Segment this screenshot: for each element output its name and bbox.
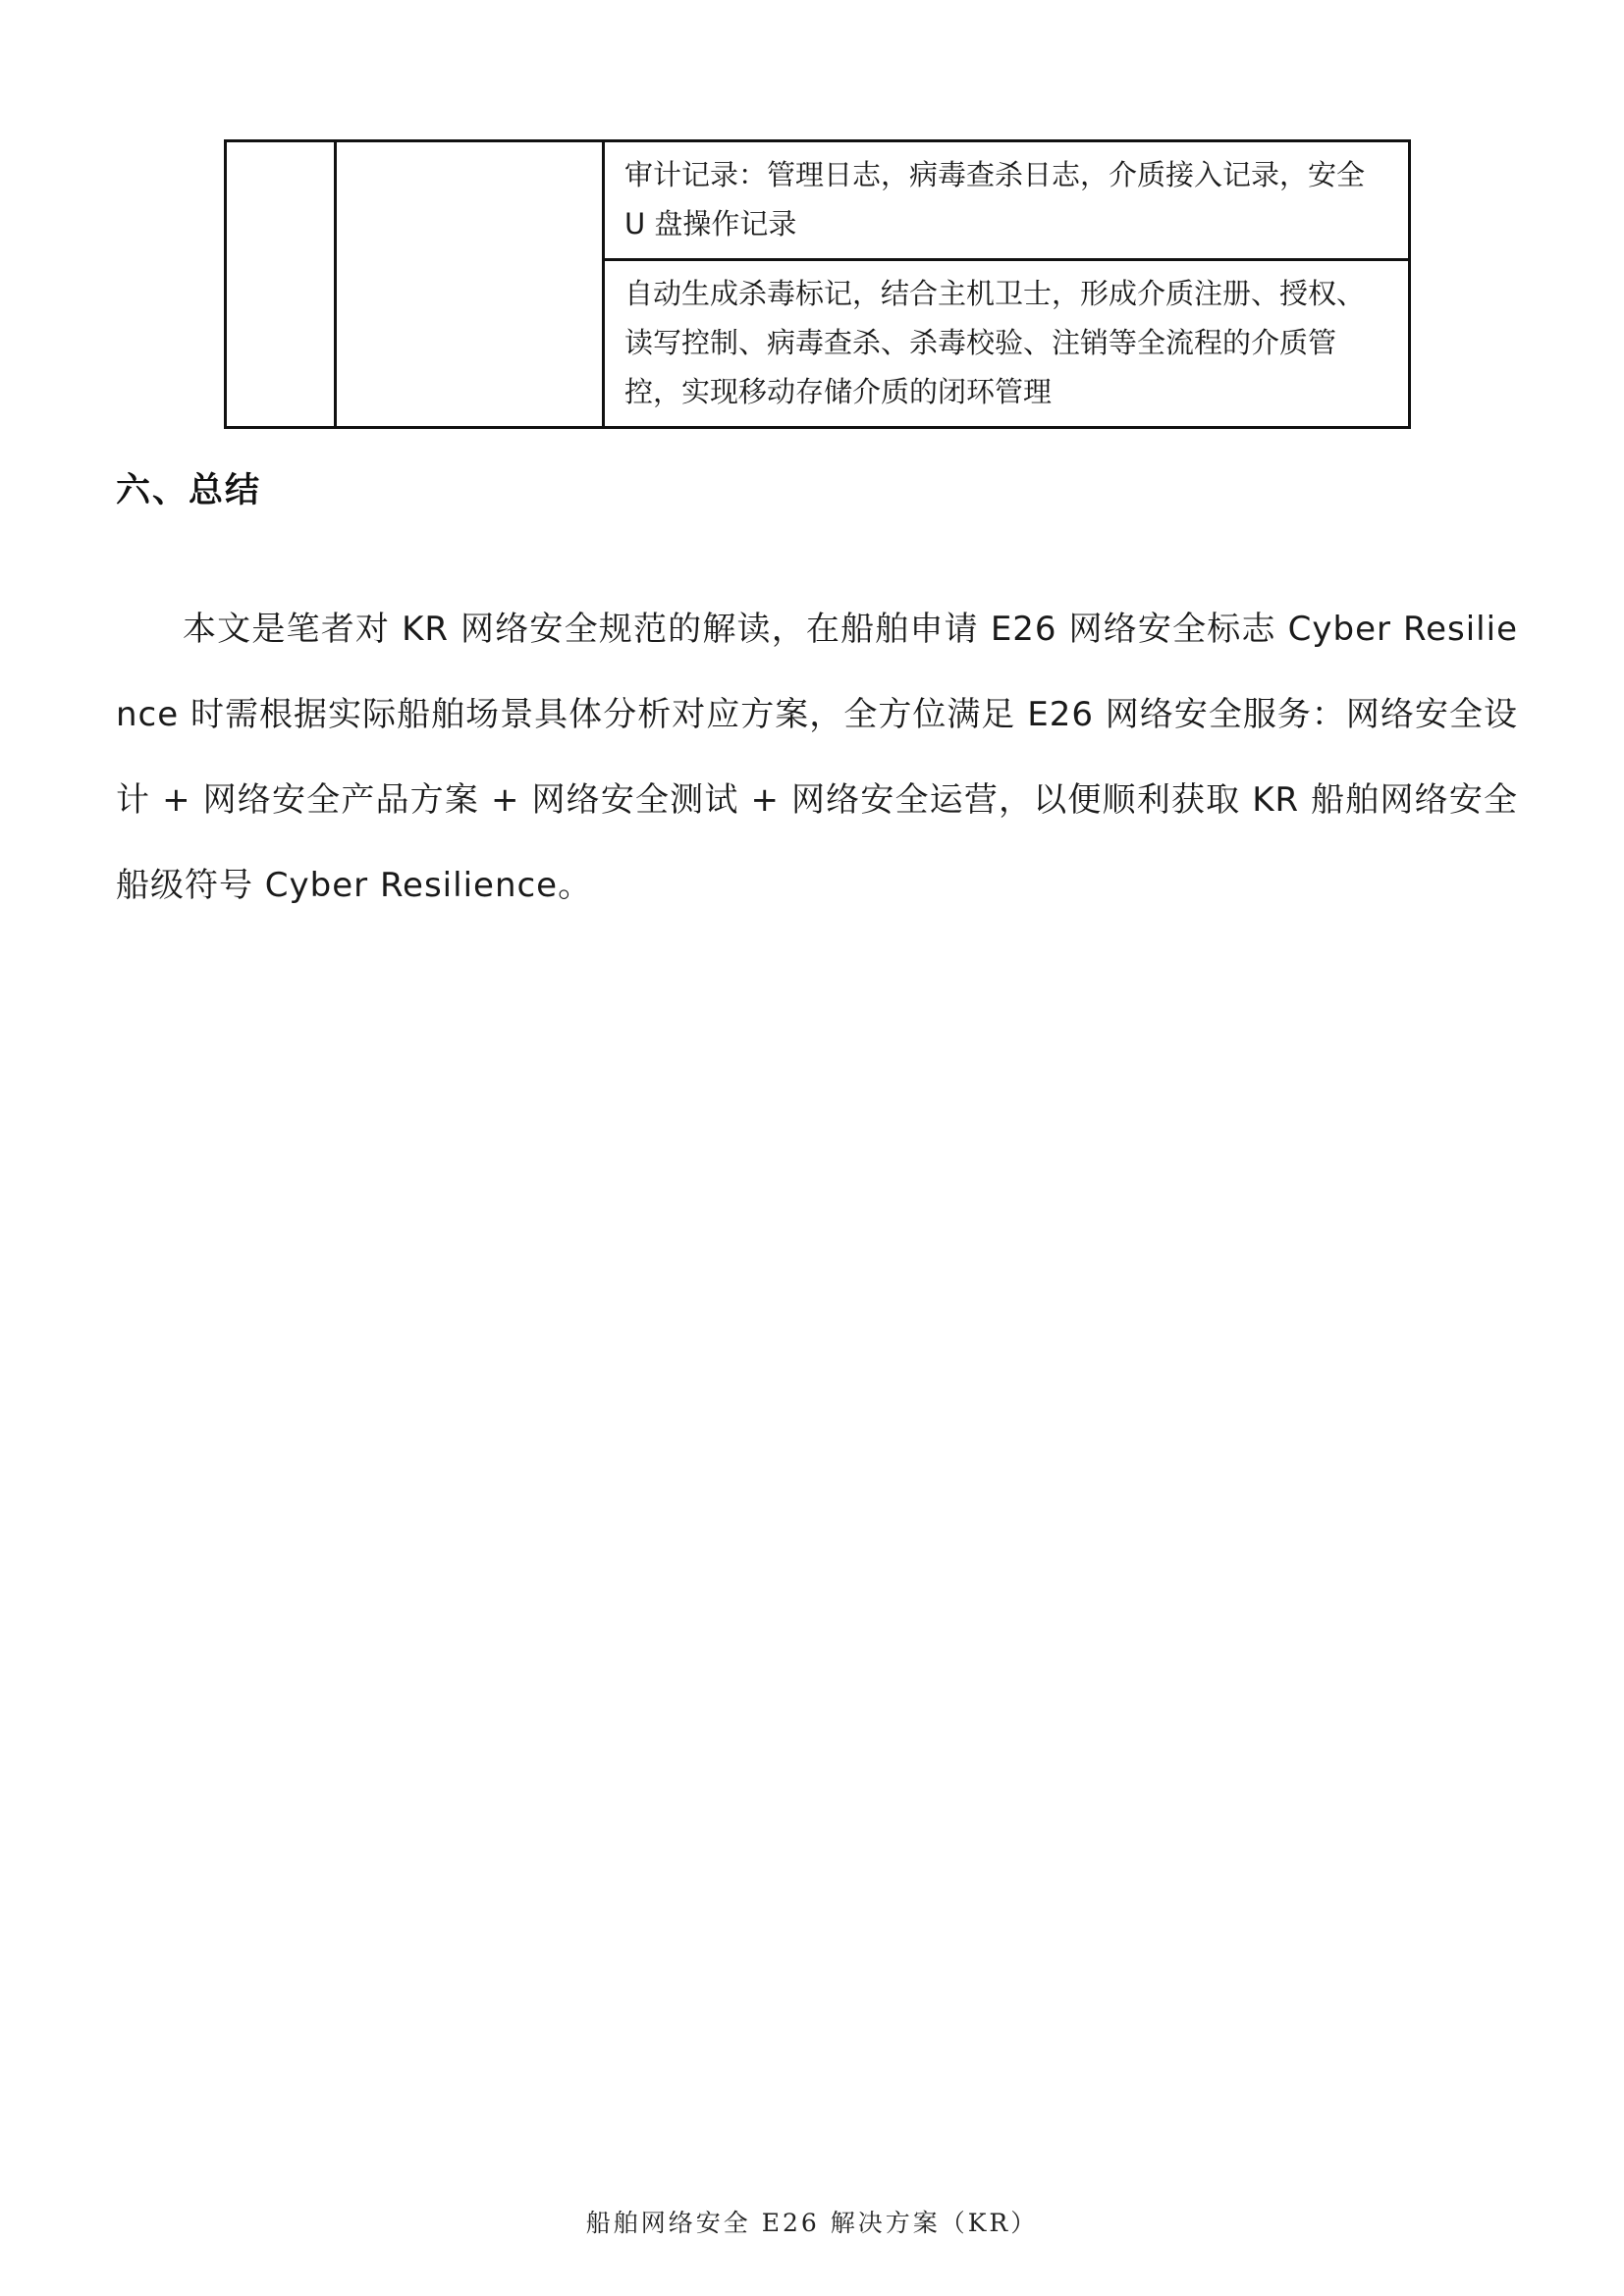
solution-table [224, 139, 1411, 429]
table-cell-item [336, 141, 604, 428]
table-cell-description [603, 260, 1409, 428]
cell-text [227, 142, 334, 160]
media-control-text: 自动生成杀毒标记，结合主机卫士，形成介质注册、授权、读写控制、病毒查杀、杀毒校验、注销等全流程的介质管控，实现移动存储介质的闭环管理 [623, 277, 1365, 408]
table-row [226, 141, 1410, 260]
section-heading: 六、总结 [116, 471, 262, 510]
summary-paragraph: 本文是笔者对 KR 网络安全规范的解读，在船舶申请 E26 网络安全标志 Cyber Resilience 时需根据实际船舶场景具体分析对应方案，全方位满足 E26 网络安全服务：网络安全设计 + 网络安全产品方案 + 网络安全测试 + 网络安全运营，以便顺利获取 KR 船舶网络安全船级符号 Cyber Resilience。 [116, 610, 1518, 905]
page-footer: 船舶网络安全 E26 解决方案（KR） [585, 2209, 1039, 2237]
audit-record-text: 审计记录：管理日志，病毒查杀日志，介质接入记录，安全 U 盘操作记录 [623, 158, 1365, 240]
table-cell-description [603, 141, 1409, 260]
cell-text [337, 142, 602, 160]
table-cell-category [226, 141, 336, 428]
